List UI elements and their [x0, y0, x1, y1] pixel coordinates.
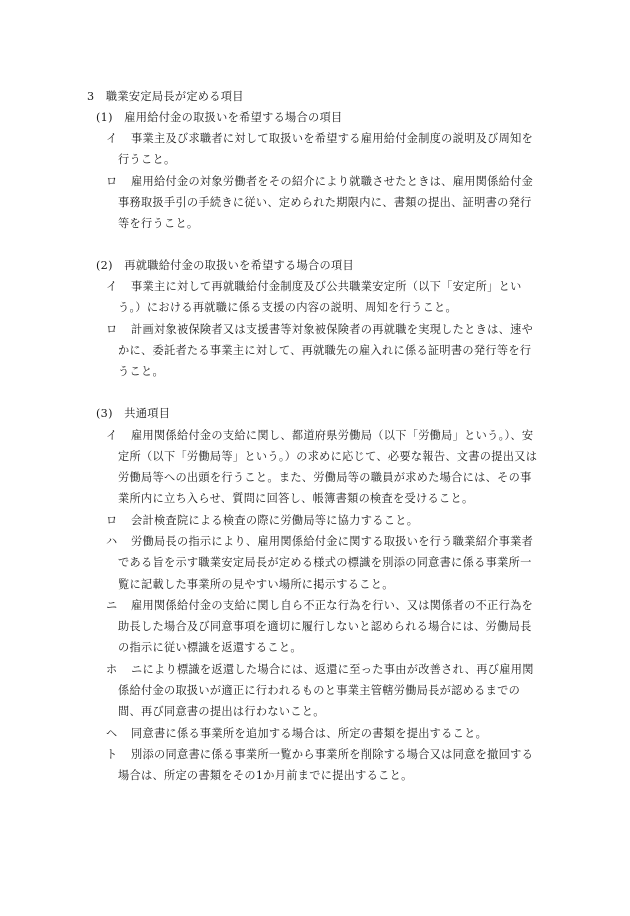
subsection-heading-3: (3) 共通項目 — [96, 407, 171, 420]
item-text-line: 労働局等への出頭を行うこと。また、労働局等の職員が求めた場合には、その事 — [118, 471, 532, 484]
subsection-heading-2: (2) 再就職給付金の取扱いを希望する場合の項目 — [96, 259, 354, 272]
item-text-line: 係給付金の取扱いが適正に行われるものと事業主管轄労働局長が認めるまでの — [118, 684, 521, 697]
item-marker: ト — [106, 748, 118, 761]
item-marker: ロ — [106, 323, 118, 336]
item-text-line: う。）における再就職に係る支援の内容の説明、周知を行うこと。 — [118, 301, 458, 314]
item-text-line: 事業主に対して再就職給付金制度及び公共職業安定所（以下「安定所」とい — [131, 280, 522, 293]
item-text-line: ニにより標識を返還した場合には、返還に至った事由が改善され、再び雇用関 — [131, 663, 534, 676]
item-text-line: 助長した場合及び同意事項を適切に履行しないと認められる場合には、労働局長 — [118, 620, 532, 633]
item-marker: イ — [106, 280, 118, 293]
item-marker: ロ — [106, 175, 118, 188]
item-text-line: 間、再び同意書の提出は行わないこと。 — [118, 705, 325, 718]
item-text-line: 会計検査院による検査の際に労働局等に協力すること。 — [131, 514, 419, 527]
item-text-line: 事業主及び求職者に対して取扱いを希望する雇用給付金制度の説明及び周知を — [131, 132, 534, 145]
item-text-line: 事務取扱手引の手続きに従い、定められた期限内に、書類の提出、証明書の発行 — [118, 196, 532, 209]
item-text-line: 同意書に係る事業所を追加する場合は、所定の書類を提出すること。 — [131, 727, 488, 740]
item-marker: ロ — [106, 514, 118, 527]
item-text-line: 業所内に立ち入らせ、質問に回答し、帳簿書類の検査を受けること。 — [118, 492, 474, 505]
item-text-line: 雇用関係給付金の支給に関し、都道府県労働局（以下「労働局」という。）、安 — [131, 429, 534, 442]
item-text-line: うこと。 — [118, 365, 164, 378]
section-heading: 3 職業安定局長が定める項目 — [87, 90, 244, 103]
item-marker: イ — [106, 132, 118, 145]
item-marker: ヘ — [106, 727, 118, 740]
item-text-line: 別添の同意書に係る事業所一覧から事業所を削除する場合又は同意を撤回する — [131, 748, 534, 761]
item-text-line: 等を行うこと。 — [118, 217, 199, 230]
item-marker: ハ — [106, 535, 118, 548]
item-text-line: である旨を示す職業安定局長が定める様式の標識を別添の同意書に係る事業所一 — [118, 556, 532, 569]
subsection-heading-1: (1) 雇用給付金の取扱いを希望する場合の項目 — [96, 111, 343, 124]
item-text-line: 場合は、所定の書類をその1か月前までに提出すること。 — [118, 769, 413, 782]
item-marker: ホ — [106, 663, 118, 676]
item-text-line: 雇用給付金の対象労働者をその紹介により就職させたときは、雇用関係給付金 — [131, 175, 534, 188]
item-text-line: 雇用関係給付金の支給に関し自ら不正な行為を行い、又は関係者の不正行為を — [131, 599, 534, 612]
item-text-line: の指示に従い標識を返還すること。 — [118, 641, 302, 654]
item-text-line: 定所（以下「労働局等」という。）の求めに応じて、必要な報告、文書の提出又は — [118, 450, 538, 463]
item-marker: ニ — [106, 599, 118, 612]
item-text-line: かに、委託者たる事業主に対して、再就職先の雇入れに係る証明書の発行等を行 — [118, 344, 532, 357]
item-text-line: 覧に記載した事業所の見やすい場所に掲示すること。 — [118, 578, 394, 591]
item-text-line: 労働局長の指示により、雇用関係給付金に関する取扱いを行う職業紹介事業者 — [131, 535, 534, 548]
item-marker: イ — [106, 429, 118, 442]
item-text-line: 計画対象被保険者又は支援書等対象被保険者の再就職を実現したときは、速や — [131, 323, 534, 336]
item-text-line: 行うこと。 — [118, 153, 176, 166]
